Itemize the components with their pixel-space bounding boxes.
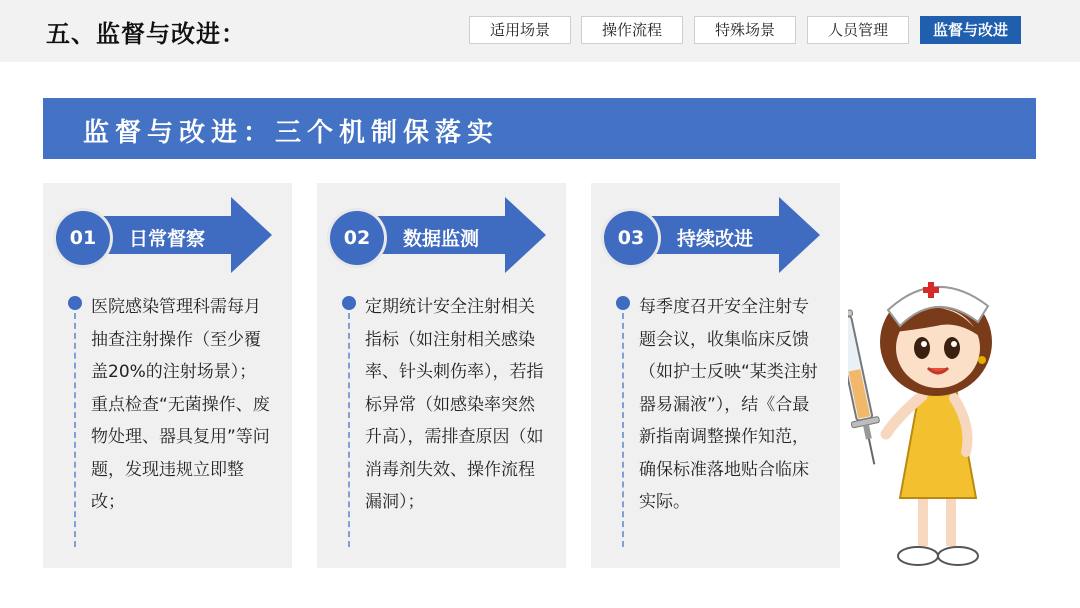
dashed-divider bbox=[74, 313, 76, 547]
card-header bbox=[591, 195, 840, 277]
step-number: 01 bbox=[56, 211, 110, 265]
card-body-text: 每季度召开安全注射专题会议，收集临床反馈（如护士反映“某类注射器易漏液”），结《合最新指南调整操作知范，确保标准落地贴合临床实际。 bbox=[639, 297, 818, 512]
step-number: 03 bbox=[604, 211, 658, 265]
nurse-with-syringe-icon bbox=[848, 256, 1028, 576]
card-heading: 日常督察 bbox=[129, 228, 206, 250]
card-header bbox=[43, 195, 292, 277]
step-number: 02 bbox=[330, 211, 384, 265]
card-daily-inspection bbox=[43, 183, 292, 568]
tab-supervision-improvement[interactable]: 监督与改进 bbox=[920, 16, 1021, 44]
banner-title: 监督与改进：三个机制保落实 bbox=[83, 118, 500, 148]
card-heading: 持续改进 bbox=[677, 228, 754, 250]
card-body-text: 定期统计安全注射相关指标（如注射相关感染率、针头刺伤率），若指标异常（如感染率突然升高），需排查原因（如消毒剂失效、操作流程漏洞）； bbox=[365, 297, 544, 512]
dashed-divider bbox=[622, 313, 624, 547]
tab-applicable-scenarios[interactable]: 适用场景 bbox=[469, 16, 571, 44]
card-header bbox=[317, 195, 566, 277]
bullet-dot-icon bbox=[68, 296, 82, 310]
card-body-text: 医院感染管理科需每月抽查注射操作（至少覆盖20%的注射场景）；重点检查“无菌操作、废物处理、器具复用”等问题，发现违规立即整改； bbox=[91, 297, 270, 512]
bullet-dot-icon bbox=[342, 296, 356, 310]
section-banner bbox=[43, 98, 1036, 159]
tab-personnel-management[interactable]: 人员管理 bbox=[807, 16, 909, 44]
card-continuous-improvement bbox=[591, 183, 840, 568]
card-heading: 数据监测 bbox=[403, 228, 480, 250]
page-title: 五、监督与改进： bbox=[46, 20, 246, 48]
tab-special-scenarios[interactable]: 特殊场景 bbox=[694, 16, 796, 44]
bullet-dot-icon bbox=[616, 296, 630, 310]
dashed-divider bbox=[348, 313, 350, 547]
card-data-monitoring bbox=[317, 183, 566, 568]
tab-operation-process[interactable]: 操作流程 bbox=[581, 16, 683, 44]
